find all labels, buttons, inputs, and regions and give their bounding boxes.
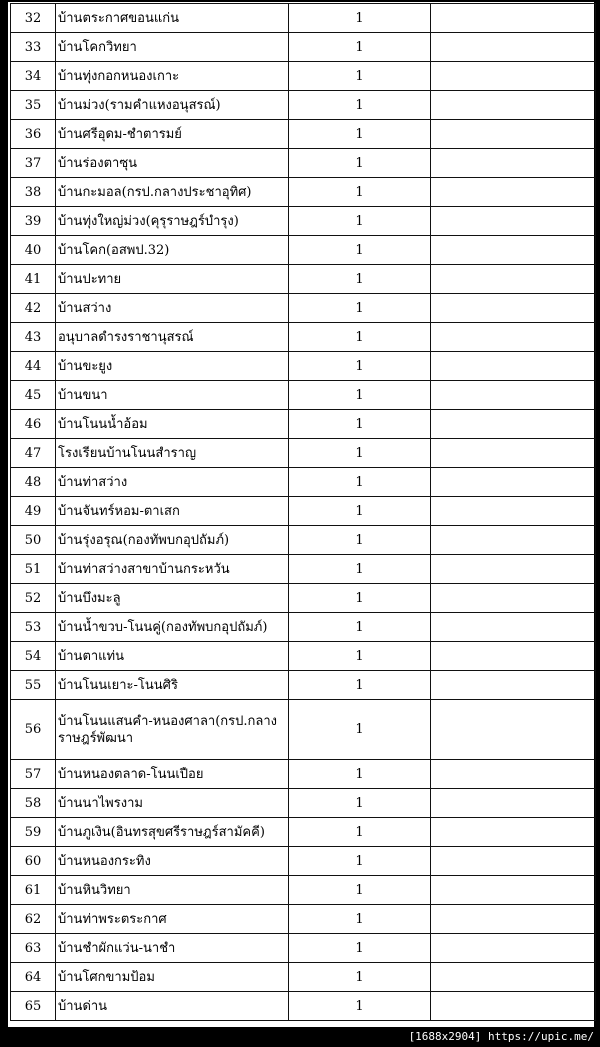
school-name: บ้านโคกวิทยา <box>56 33 289 62</box>
count-cell: 1 <box>289 265 431 294</box>
table-row <box>11 760 596 789</box>
count-cell: 1 <box>289 62 431 91</box>
empty-cell <box>431 847 596 876</box>
table-row <box>11 33 596 62</box>
empty-cell <box>431 4 596 33</box>
school-name: บ้านน้ำขวบ-โนนคู่(กองทัพบกอุปถัมภ์) <box>56 613 289 642</box>
school-name: บ้านหนองตลาด-โนนเปือย <box>56 760 289 789</box>
count-cell: 1 <box>289 963 431 992</box>
school-name: บ้านชำผักแว่น-นาชำ <box>56 934 289 963</box>
school-name: โรงเรียนบ้านโนนสำราญ <box>56 439 289 468</box>
row-number: 42 <box>11 294 56 323</box>
count-cell: 1 <box>289 876 431 905</box>
empty-cell <box>431 381 596 410</box>
school-name: บ้านร่องตาซุน <box>56 149 289 178</box>
table-row <box>11 613 596 642</box>
school-name: บ้านทุ่งกอกหนองเกาะ <box>56 62 289 91</box>
row-number: 63 <box>11 934 56 963</box>
row-number: 37 <box>11 149 56 178</box>
table-row <box>11 91 596 120</box>
empty-cell <box>431 526 596 555</box>
table-body <box>11 4 596 1021</box>
school-name: บ้านโศกขามป้อม <box>56 963 289 992</box>
school-name: อนุบาลดำรงราชานุสรณ์ <box>56 323 289 352</box>
row-number: 35 <box>11 91 56 120</box>
school-name: บ้านทุ่งใหญ่ม่วง(คุรุราษฎร์บำรุง) <box>56 207 289 236</box>
table-row <box>11 120 596 149</box>
table-row <box>11 236 596 265</box>
empty-cell <box>431 497 596 526</box>
count-cell: 1 <box>289 934 431 963</box>
table-row <box>11 352 596 381</box>
empty-cell <box>431 613 596 642</box>
count-cell: 1 <box>289 760 431 789</box>
table-row <box>11 149 596 178</box>
empty-cell <box>431 323 596 352</box>
row-number: 55 <box>11 671 56 700</box>
table-row <box>11 905 596 934</box>
count-cell: 1 <box>289 178 431 207</box>
empty-cell <box>431 584 596 613</box>
count-cell: 1 <box>289 439 431 468</box>
school-name: บ้านโนนน้ำอ้อม <box>56 410 289 439</box>
table-row <box>11 178 596 207</box>
count-cell: 1 <box>289 468 431 497</box>
school-name: บ้านปะทาย <box>56 265 289 294</box>
row-number: 47 <box>11 439 56 468</box>
count-cell: 1 <box>289 352 431 381</box>
row-number: 46 <box>11 410 56 439</box>
empty-cell <box>431 439 596 468</box>
empty-cell <box>431 236 596 265</box>
empty-cell <box>431 178 596 207</box>
row-number: 33 <box>11 33 56 62</box>
row-number: 59 <box>11 818 56 847</box>
empty-cell <box>431 120 596 149</box>
count-cell: 1 <box>289 818 431 847</box>
school-name: บ้านสว่าง <box>56 294 289 323</box>
row-number: 39 <box>11 207 56 236</box>
table-row <box>11 555 596 584</box>
count-cell: 1 <box>289 905 431 934</box>
count-cell: 1 <box>289 323 431 352</box>
empty-cell <box>431 33 596 62</box>
empty-cell <box>431 789 596 818</box>
row-number: 53 <box>11 613 56 642</box>
empty-cell <box>431 555 596 584</box>
empty-cell <box>431 207 596 236</box>
empty-cell <box>431 352 596 381</box>
table-row <box>11 642 596 671</box>
count-cell: 1 <box>289 497 431 526</box>
table-row <box>11 439 596 468</box>
count-cell: 1 <box>289 381 431 410</box>
count-cell: 1 <box>289 671 431 700</box>
table-row <box>11 62 596 91</box>
count-cell: 1 <box>289 294 431 323</box>
empty-cell <box>431 700 596 760</box>
row-number: 60 <box>11 847 56 876</box>
count-cell: 1 <box>289 700 431 760</box>
count-cell: 1 <box>289 613 431 642</box>
count-cell: 1 <box>289 789 431 818</box>
empty-cell <box>431 410 596 439</box>
school-name: บ้านท่าสว่างสาขาบ้านกระหวัน <box>56 555 289 584</box>
school-name: บ้านกะมอล(กรป.กลางประชาอุทิศ) <box>56 178 289 207</box>
table-row <box>11 381 596 410</box>
empty-cell <box>431 876 596 905</box>
empty-cell <box>431 149 596 178</box>
school-table <box>10 3 596 1021</box>
table-row <box>11 818 596 847</box>
row-number: 48 <box>11 468 56 497</box>
table-row <box>11 468 596 497</box>
school-name: บ้านขะยูง <box>56 352 289 381</box>
table-row <box>11 963 596 992</box>
school-name: บ้านรุ่งอรุณ(กองทัพบกอุปถัมภ์) <box>56 526 289 555</box>
row-number: 34 <box>11 62 56 91</box>
table-row <box>11 992 596 1021</box>
count-cell: 1 <box>289 236 431 265</box>
table-row <box>11 671 596 700</box>
row-number: 41 <box>11 265 56 294</box>
count-cell: 1 <box>289 526 431 555</box>
empty-cell <box>431 62 596 91</box>
school-name: บ้านตาแท่น <box>56 642 289 671</box>
school-name: บ้านด่าน <box>56 992 289 1021</box>
empty-cell <box>431 934 596 963</box>
table-row <box>11 410 596 439</box>
school-name: บ้านม่วง(รามคำแหงอนุสรณ์) <box>56 91 289 120</box>
table-row <box>11 847 596 876</box>
row-number: 49 <box>11 497 56 526</box>
table-row <box>11 497 596 526</box>
school-name: บ้านจันทร์หอม-ตาเสก <box>56 497 289 526</box>
school-name: บ้านโนนเยาะ-โนนศิริ <box>56 671 289 700</box>
empty-cell <box>431 265 596 294</box>
count-cell: 1 <box>289 207 431 236</box>
table-row <box>11 294 596 323</box>
school-name: บ้านศรีอุดม-ชำตารมย์ <box>56 120 289 149</box>
school-name: บ้านท่าสว่าง <box>56 468 289 497</box>
empty-cell <box>431 642 596 671</box>
school-name: บ้านตระกาศขอนแก่น <box>56 4 289 33</box>
row-number: 32 <box>11 4 56 33</box>
count-cell: 1 <box>289 33 431 62</box>
count-cell: 1 <box>289 847 431 876</box>
table-row <box>11 265 596 294</box>
school-name: บ้านขนา <box>56 381 289 410</box>
school-name: บ้านหินวิทยา <box>56 876 289 905</box>
table-row <box>11 934 596 963</box>
row-number: 56 <box>11 700 56 760</box>
school-name: บ้านโคก(อสพป.32) <box>56 236 289 265</box>
empty-cell <box>431 992 596 1021</box>
row-number: 51 <box>11 555 56 584</box>
row-number: 36 <box>11 120 56 149</box>
count-cell: 1 <box>289 410 431 439</box>
empty-cell <box>431 760 596 789</box>
table-row <box>11 584 596 613</box>
table-row <box>11 207 596 236</box>
count-cell: 1 <box>289 992 431 1021</box>
table-row <box>11 323 596 352</box>
empty-cell <box>431 905 596 934</box>
row-number: 52 <box>11 584 56 613</box>
row-number: 58 <box>11 789 56 818</box>
row-number: 61 <box>11 876 56 905</box>
row-number: 62 <box>11 905 56 934</box>
empty-cell <box>431 818 596 847</box>
school-name: บ้านภูเงิน(อินทรสุขศรีราษฎร์สามัคคี) <box>56 818 289 847</box>
row-number: 45 <box>11 381 56 410</box>
count-cell: 1 <box>289 120 431 149</box>
empty-cell <box>431 468 596 497</box>
table-row <box>11 700 596 760</box>
empty-cell <box>431 963 596 992</box>
row-number: 43 <box>11 323 56 352</box>
row-number: 38 <box>11 178 56 207</box>
empty-cell <box>431 671 596 700</box>
table-row <box>11 526 596 555</box>
table-row <box>11 4 596 33</box>
row-number: 40 <box>11 236 56 265</box>
row-number: 64 <box>11 963 56 992</box>
row-number: 57 <box>11 760 56 789</box>
watermark: [1688x2904] https://upic.me/ <box>405 1029 598 1044</box>
empty-cell <box>431 91 596 120</box>
empty-cell <box>431 294 596 323</box>
school-name: บ้านนาไพรงาม <box>56 789 289 818</box>
row-number: 54 <box>11 642 56 671</box>
row-number: 65 <box>11 992 56 1021</box>
school-name: บ้านหนองกระทิง <box>56 847 289 876</box>
row-number: 44 <box>11 352 56 381</box>
school-name: บ้านโนนแสนคำ-หนองศาลา(กรป.กลางราษฎร์พัฒนา <box>56 700 289 760</box>
count-cell: 1 <box>289 4 431 33</box>
count-cell: 1 <box>289 555 431 584</box>
school-name: บ้านท่าพระตระกาศ <box>56 905 289 934</box>
count-cell: 1 <box>289 584 431 613</box>
table-row <box>11 876 596 905</box>
school-name: บ้านบึงมะลู <box>56 584 289 613</box>
count-cell: 1 <box>289 91 431 120</box>
row-number: 50 <box>11 526 56 555</box>
count-cell: 1 <box>289 149 431 178</box>
count-cell: 1 <box>289 642 431 671</box>
table-row <box>11 789 596 818</box>
